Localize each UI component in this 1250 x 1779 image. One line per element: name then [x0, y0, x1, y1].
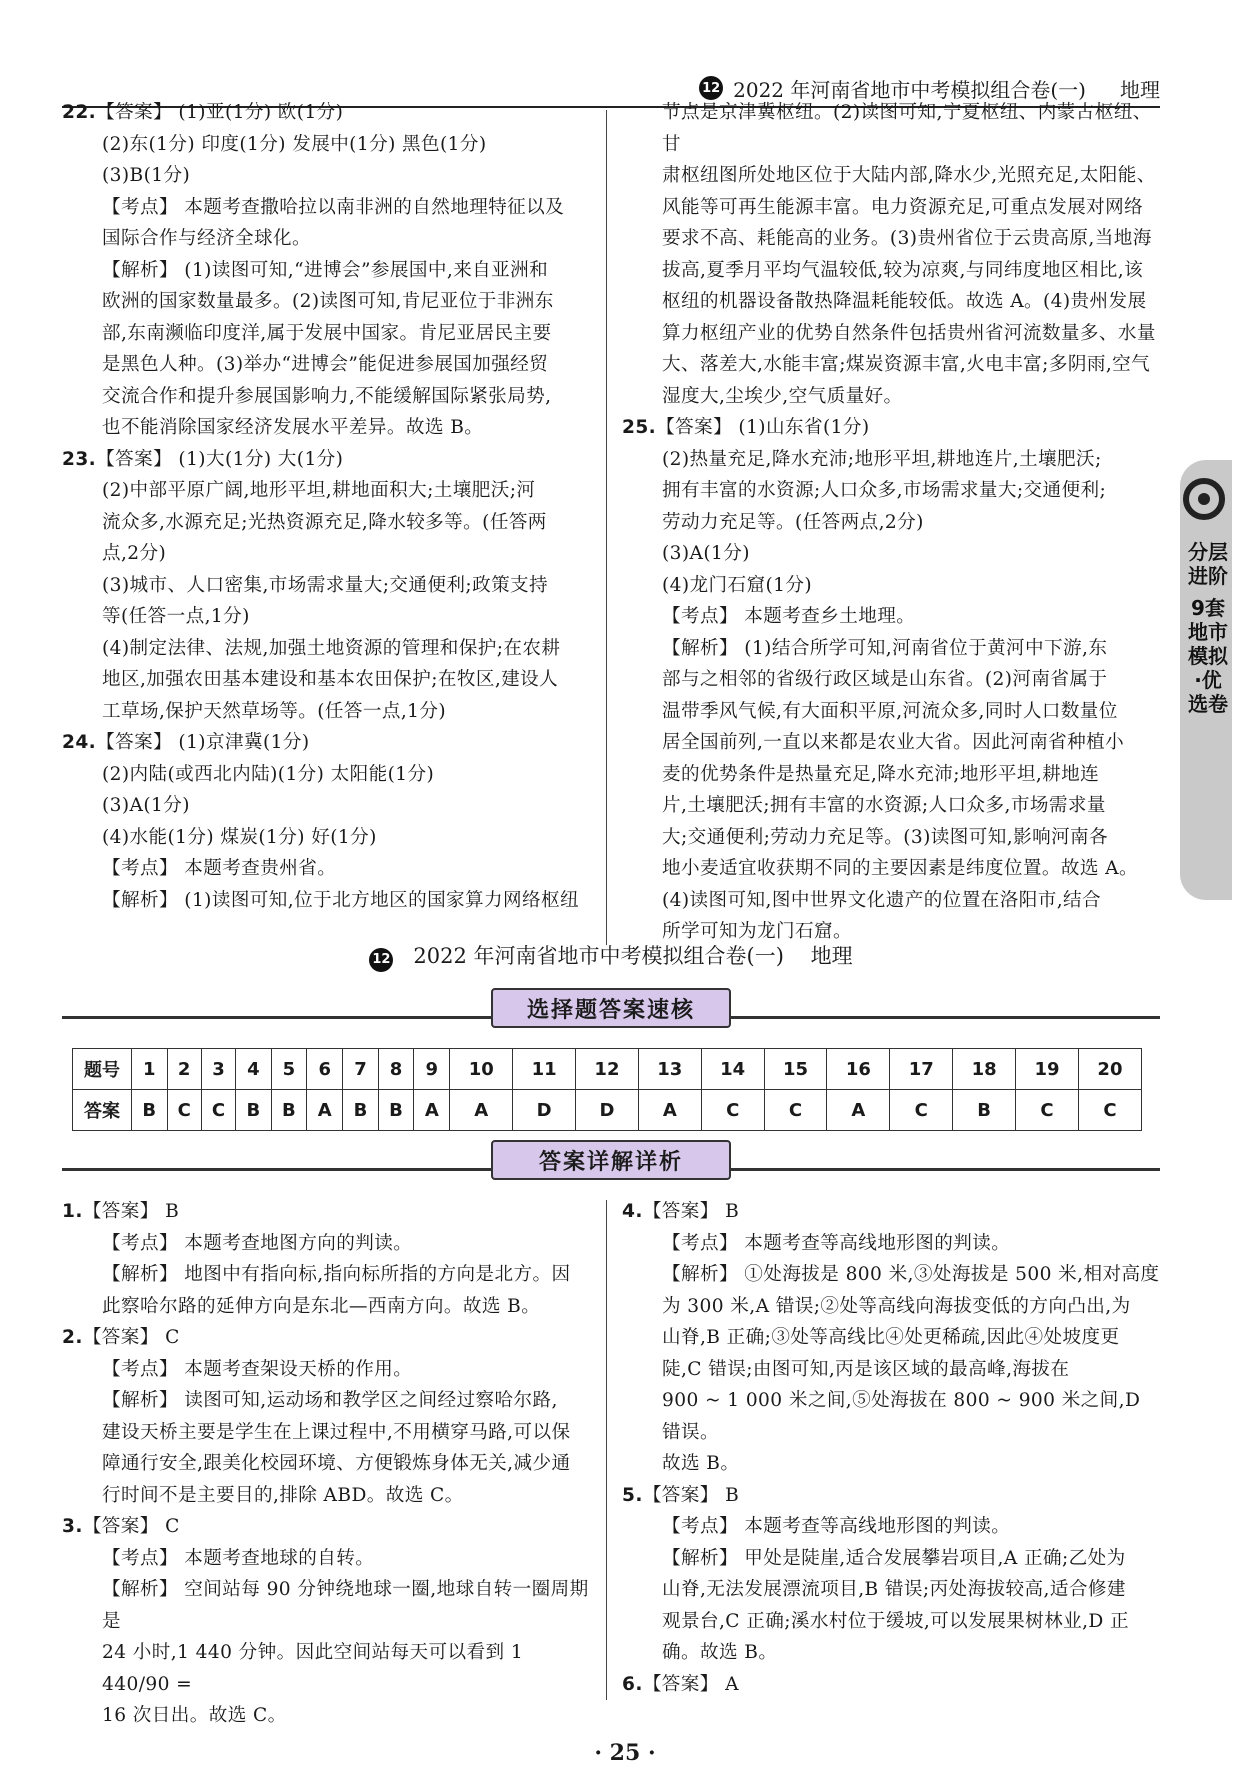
table-cell-answer: A [307, 1090, 343, 1131]
text-line [622, 1511, 1162, 1543]
text-line [622, 1354, 1162, 1386]
question-number: 24. [62, 732, 97, 753]
text-line [622, 160, 1162, 192]
text-line [622, 1543, 1162, 1575]
text-line [622, 255, 1162, 287]
detail-band [62, 1140, 1160, 1180]
text-line [622, 633, 1162, 665]
line-text: 16 次日出。故选 C。 [102, 1705, 287, 1726]
line-text: 湿度大,尘埃少,空气质量好。 [662, 385, 903, 407]
line-text: 地小麦适宜收获期不同的主要因素是纬度位置。故选 A。 [662, 858, 1138, 879]
table-cell-number: 16 [827, 1049, 890, 1090]
section-number-badge: 12 [369, 948, 393, 972]
line-text: 【考点】 本题考查等高线地形图的判读。 [662, 1516, 1011, 1537]
table-cell-number: 4 [236, 1049, 272, 1090]
text-line [622, 223, 1162, 255]
line-text: 【解析】 ①处海拔是 800 米,③处海拔是 500 米,相对高度 [662, 1264, 1160, 1285]
line-text: 算力枢纽产业的优势自然条件包括贵州省河流数量多、水量 [662, 322, 1156, 344]
line-text: 大、落差大,水能丰富;煤炭资源丰富,火电丰富;多阴雨,空气 [662, 354, 1151, 375]
line-text: (4)水能(1分) 煤炭(1分) 好(1分) [102, 826, 377, 848]
text-line [62, 444, 592, 476]
line-text: 山脊,无法发展漂流项目,B 错误;丙处海拔较高,适合修建 [662, 1579, 1126, 1600]
table-cell-number: 13 [638, 1049, 701, 1090]
question-number: 3. [62, 1516, 83, 1537]
text-line [62, 822, 592, 854]
text-line [62, 286, 592, 318]
table-cell-answer: B [132, 1090, 168, 1131]
paper-number-badge: 12 [699, 76, 723, 100]
question-number: 5. [622, 1484, 643, 1506]
text-line [62, 538, 592, 570]
table-cell-answer: A [638, 1090, 701, 1131]
text-line [622, 1669, 1162, 1701]
text-line [62, 601, 592, 633]
line-text: 故选 B。 [662, 1453, 740, 1474]
table-cell-answer: A [450, 1090, 513, 1131]
line-text: 【答案】 B [642, 1484, 740, 1506]
text-line [62, 790, 592, 822]
text-line [62, 349, 592, 381]
line-text: 【答案】 (1)亚(1分) 欧(1分) [96, 102, 344, 123]
line-text: 片,土壤肥沃;拥有丰富的水资源;人口众多,市场需求量 [662, 795, 1106, 816]
table-cell-number: 12 [576, 1049, 639, 1090]
table-cell-number: 9 [414, 1049, 450, 1090]
text-line [622, 664, 1162, 696]
line-text: 【考点】 本题考查地球的自转。 [102, 1547, 375, 1569]
line-text: 【考点】 本题考查贵州省。 [102, 858, 337, 879]
line-text: 国际合作与经济全球化。 [102, 228, 311, 249]
table-cell-number: 7 [343, 1049, 379, 1090]
line-text: (3)B(1分) [102, 165, 191, 186]
page-number: · 25 · [594, 1740, 656, 1766]
table-cell-number: 18 [953, 1049, 1016, 1090]
text-line [62, 223, 592, 255]
text-line [622, 349, 1162, 381]
line-text: 工草场,保护天然草场等。(任答一点,1分) [102, 700, 447, 722]
line-text: 欧洲的国家数量最多。(2)读图可知,肯尼亚位于非洲东 [102, 291, 554, 312]
line-text: 【考点】 本题考查等高线地形图的判读。 [662, 1232, 1011, 1254]
text-line [62, 664, 592, 696]
table-row-answers [73, 1090, 1142, 1131]
text-line [62, 570, 592, 602]
text-line [62, 885, 592, 917]
text-line [62, 160, 592, 192]
line-text: 【解析】 空间站每 90 分钟绕地球一圈,地球自转一圈周期是 [102, 1579, 589, 1632]
table-head-number: 题号 [73, 1049, 132, 1090]
table-cell-answer: B [953, 1090, 1016, 1131]
text-line [622, 1574, 1162, 1606]
question-number: 4. [622, 1201, 643, 1222]
line-text: 流众多,水源充足;光热资源充足,降水较多等。(任答两 [102, 511, 547, 533]
line-text: 为 300 米,A 错误;②处等高线向海拔变低的方向凸出,为 [662, 1295, 1131, 1317]
text-line [62, 1354, 592, 1386]
text-line [622, 570, 1162, 602]
text-line [62, 633, 592, 665]
side-tab-label-1: 分层进阶 [1188, 540, 1228, 588]
text-line [622, 97, 1162, 160]
text-line [622, 1291, 1162, 1323]
question-number: 23. [62, 448, 97, 470]
text-line [62, 507, 592, 539]
text-line [62, 318, 592, 350]
line-text: 肃枢纽图所处地区位于大陆内部,降水少,光照充足,太阳能、 [662, 165, 1156, 186]
question-number: 6. [622, 1673, 643, 1695]
text-line [622, 475, 1162, 507]
text-line [622, 286, 1162, 318]
line-text: (3)A(1分) [102, 795, 190, 816]
text-line [622, 1196, 1162, 1228]
text-line [622, 381, 1162, 413]
line-text: 【答案】 (1)京津冀(1分) [96, 732, 310, 753]
text-line [622, 822, 1162, 854]
text-line [62, 475, 592, 507]
table-cell-answer: B [378, 1090, 414, 1131]
line-text: 所学可知为龙门石窟。 [662, 921, 852, 942]
line-text: 也不能消除国家经济发展水平差异。故选 B。 [102, 417, 484, 438]
line-text: 等(任答一点,1分) [102, 606, 250, 627]
line-text: 【解析】 读图可知,运动场和教学区之间经过察哈尔路, [102, 1390, 558, 1411]
side-tab-label-2: 9套地市模拟·优选卷 [1188, 596, 1228, 716]
text-line [622, 1385, 1162, 1448]
text-line [62, 1700, 592, 1732]
text-line [62, 129, 592, 161]
line-text: 【答案】 A [642, 1673, 739, 1695]
text-line [62, 1448, 592, 1480]
table-cell-number: 2 [167, 1049, 201, 1090]
text-line [622, 1448, 1162, 1480]
text-line [62, 727, 592, 759]
text-line [62, 1543, 592, 1575]
table-cell-number: 5 [271, 1049, 307, 1090]
column-divider [606, 110, 607, 945]
line-text: (2)热量充足,降水充沛;地形平坦,耕地连片,土壤肥沃; [662, 448, 1102, 470]
line-text: 【答案】 C [82, 1516, 180, 1537]
question-number: 1. [62, 1201, 83, 1222]
line-text: (3)A(1分) [662, 543, 750, 564]
question-number: 25. [622, 417, 657, 438]
text-line [622, 1637, 1162, 1669]
line-text: 【解析】 (1)读图可知,位于北方地区的国家算力网络枢纽 [102, 889, 580, 911]
text-line [62, 1322, 592, 1354]
text-line [622, 1480, 1162, 1512]
table-cell-number: 19 [1016, 1049, 1079, 1090]
table-cell-answer: B [236, 1090, 272, 1131]
line-text: (3)城市、人口密集,市场需求量大;交通便利;政策支持 [102, 574, 549, 596]
table-head-answer: 答案 [73, 1090, 132, 1131]
text-line [622, 507, 1162, 539]
text-line [62, 1574, 592, 1637]
text-line [62, 192, 592, 224]
section-title [62, 940, 1160, 972]
text-line [62, 1385, 592, 1417]
line-text: 【答案】 B [642, 1201, 740, 1222]
line-text: (2)内陆(或西北内陆)(1分) 太阳能(1分) [102, 763, 435, 785]
line-text: 地区,加强农田基本建设和基本农田保护;在牧区,建设人 [102, 669, 559, 690]
line-text: 交流合作和提升参展国影响力,不能缓解国际紧张局势, [102, 385, 552, 407]
text-line [622, 1322, 1162, 1354]
line-text: 900 ~ 1 000 米之间,⑤处海拔在 800 ~ 900 米之间,D 错误。 [662, 1390, 1141, 1443]
line-text: 枢纽的机器设备散热降温耗能较低。故选 A。(4)贵州发展 [662, 291, 1147, 312]
table-cell-answer: A [414, 1090, 450, 1131]
table-cell-answer: C [764, 1090, 827, 1131]
line-text: 【答案】 B [82, 1201, 180, 1222]
line-text: (4)制定法律、法规,加强土地资源的管理和保护;在农耕 [102, 637, 561, 659]
text-line [62, 1637, 592, 1700]
line-text: 确。故选 B。 [662, 1642, 778, 1663]
table-cell-answer: B [271, 1090, 307, 1131]
column-divider-bottom [606, 1200, 607, 1700]
line-text: 【解析】 (1)结合所学可知,河南省位于黄河中下游,东 [662, 637, 1108, 659]
line-text: (2)中部平原广阔,地形平坦,耕地面积大;土壤肥沃;河 [102, 480, 536, 501]
line-text: 【答案】 C [82, 1327, 180, 1348]
left-column-bottom [62, 1196, 592, 1732]
line-text: 拔高,夏季月平均气温较低,较为凉爽,与同纬度地区相比,该 [662, 259, 1144, 281]
table-cell-number: 10 [450, 1049, 513, 1090]
line-text: 建设天桥主要是学生在上课过程中,不用横穿马路,可以保 [102, 1421, 571, 1443]
text-line [622, 538, 1162, 570]
line-text: 【考点】 本题考查架设天桥的作用。 [102, 1358, 413, 1380]
line-text: (4)龙门石窟(1分) [662, 574, 813, 596]
line-text: 【考点】 本题考查地图方向的判读。 [102, 1232, 413, 1254]
line-text: 【考点】 本题考查撒哈拉以南非洲的自然地理特征以及 [102, 196, 565, 218]
line-text: 此察哈尔路的延伸方向是东北—西南方向。故选 B。 [102, 1295, 541, 1317]
line-text: (4)读图可知,图中世界文化遗产的位置在洛阳市,结合 [662, 889, 1102, 911]
text-line [622, 696, 1162, 728]
line-text: 拥有丰富的水资源;人口众多,市场需求量大;交通便利; [662, 480, 1107, 501]
table-cell-answer: D [576, 1090, 639, 1131]
table-cell-number: 15 [764, 1049, 827, 1090]
question-number: 2. [62, 1327, 83, 1348]
text-line [622, 790, 1162, 822]
text-line [622, 1259, 1162, 1291]
line-text: 劳动力充足等。(任答两点,2分) [662, 511, 924, 533]
line-text: 【解析】 地图中有指向标,指向标所指的方向是北方。因 [102, 1264, 571, 1285]
text-line [622, 601, 1162, 633]
line-text: 居全国前列,一直以来都是农业大省。因此河南省种植小 [662, 732, 1125, 753]
line-text: 节点是京津冀枢纽。(2)读图可知,宁夏枢纽、内蒙古枢纽、甘 [662, 102, 1152, 155]
text-line [622, 444, 1162, 476]
table-cell-answer: C [701, 1090, 764, 1131]
text-line [62, 412, 592, 444]
header-subject: 地理 [1120, 77, 1160, 102]
text-line [622, 885, 1162, 917]
table-row-numbers [73, 1049, 1142, 1090]
line-text: 【答案】 (1)大(1分) 大(1分) [96, 448, 344, 470]
text-line [62, 853, 592, 885]
table-cell-answer: C [1016, 1090, 1079, 1131]
table-cell-number: 17 [890, 1049, 953, 1090]
line-text: 麦的优势条件是热量充足,降水充沛;地形平坦,耕地连 [662, 763, 1100, 785]
line-text: 【解析】 甲处是陡崖,适合发展攀岩项目,A 正确;乙处为 [662, 1547, 1126, 1569]
right-column-bottom [622, 1196, 1162, 1700]
line-text: 行时间不是主要目的,排除 ABD。故选 C。 [102, 1484, 464, 1506]
table-cell-number: 14 [701, 1049, 764, 1090]
header-title: 2022 年河南省地市中考模拟组合卷(一) [733, 77, 1086, 102]
table-cell-number: 1 [132, 1049, 168, 1090]
line-text: 陡,C 错误;由图可知,丙是该区域的最高峰,海拔在 [662, 1358, 1070, 1380]
detail-heading: 答案详解详析 [491, 1140, 731, 1180]
table-cell-answer: D [513, 1090, 576, 1131]
line-text: (2)东(1分) 印度(1分) 发展中(1分) 黑色(1分) [102, 133, 487, 155]
answer-table [72, 1048, 1142, 1131]
text-line [62, 696, 592, 728]
table-cell-answer: A [827, 1090, 890, 1131]
text-line [622, 1606, 1162, 1638]
text-line [62, 97, 592, 129]
text-line [622, 412, 1162, 444]
text-line [62, 759, 592, 791]
line-text: 【考点】 本题考查乡土地理。 [662, 606, 916, 627]
text-line [62, 1511, 592, 1543]
line-text: 山脊,B 正确;③处等高线比④处更稀疏,因此④处坡度更 [662, 1327, 1120, 1348]
line-text: 风能等可再生能源丰富。电力资源充足,可重点发展对网络 [662, 196, 1144, 218]
quick-answer-heading: 选择题答案速核 [491, 988, 731, 1028]
line-text: 24 小时,1 440 分钟。因此空间站每天可以看到 1 440/90 = [102, 1642, 524, 1695]
question-number: 22. [62, 102, 97, 123]
table-cell-answer: C [1078, 1090, 1141, 1131]
left-column-top [62, 97, 592, 916]
text-line [62, 1291, 592, 1323]
line-text: 障通行安全,跟美化校园环境、方便锻炼身体无关,减少通 [102, 1453, 571, 1474]
line-text: 温带季风气候,有大面积平原,河流众多,同时人口数量位 [662, 700, 1118, 722]
text-line [62, 1480, 592, 1512]
table-cell-number: 6 [307, 1049, 343, 1090]
text-line [622, 318, 1162, 350]
table-cell-number: 11 [513, 1049, 576, 1090]
line-text: 大;交通便利;劳动力充足等。(3)读图可知,影响河南各 [662, 826, 1109, 848]
text-line [622, 759, 1162, 791]
text-line [62, 1417, 592, 1449]
section-subject: 地理 [810, 944, 853, 968]
text-line [622, 727, 1162, 759]
line-text: 观景台,C 正确;溪水村位于缓坡,可以发展果树林业,D 正 [662, 1610, 1130, 1632]
line-text: 部与之相邻的省级行政区域是山东省。(2)河南省属于 [662, 669, 1108, 690]
side-tab-text [1188, 540, 1228, 716]
quick-answer-band [62, 988, 1160, 1028]
line-text: 要求不高、耗能高的业务。(3)贵州省位于云贵高原,当地海 [662, 228, 1152, 249]
text-line [622, 853, 1162, 885]
line-text: 【解析】 (1)读图可知,“进博会”参展国中,来自亚洲和 [102, 259, 549, 281]
line-text: 部,东南濒临印度洋,属于发展中国家。肯尼亚居民主要 [102, 322, 552, 344]
table-cell-number: 8 [378, 1049, 414, 1090]
line-text: 【答案】 (1)山东省(1分) [656, 417, 870, 438]
section-title-text: 2022 年河南省地市中考模拟组合卷(一) [413, 944, 784, 968]
text-line [62, 1228, 592, 1260]
table-cell-answer: C [201, 1090, 235, 1131]
table-cell-answer: C [890, 1090, 953, 1131]
line-text: 是黑色人种。(3)举办“进博会”能促进参展国加强经贸 [102, 354, 549, 375]
table-cell-number: 20 [1078, 1049, 1141, 1090]
table-cell-number: 3 [201, 1049, 235, 1090]
right-column-top [622, 97, 1162, 948]
text-line [62, 1259, 592, 1291]
table-cell-answer: B [343, 1090, 379, 1131]
table-cell-answer: C [167, 1090, 201, 1131]
text-line [622, 192, 1162, 224]
text-line [62, 381, 592, 413]
target-icon [1183, 478, 1225, 520]
text-line [62, 1196, 592, 1228]
text-line [62, 255, 592, 287]
line-text: 点,2分) [102, 543, 167, 564]
text-line [622, 1228, 1162, 1260]
